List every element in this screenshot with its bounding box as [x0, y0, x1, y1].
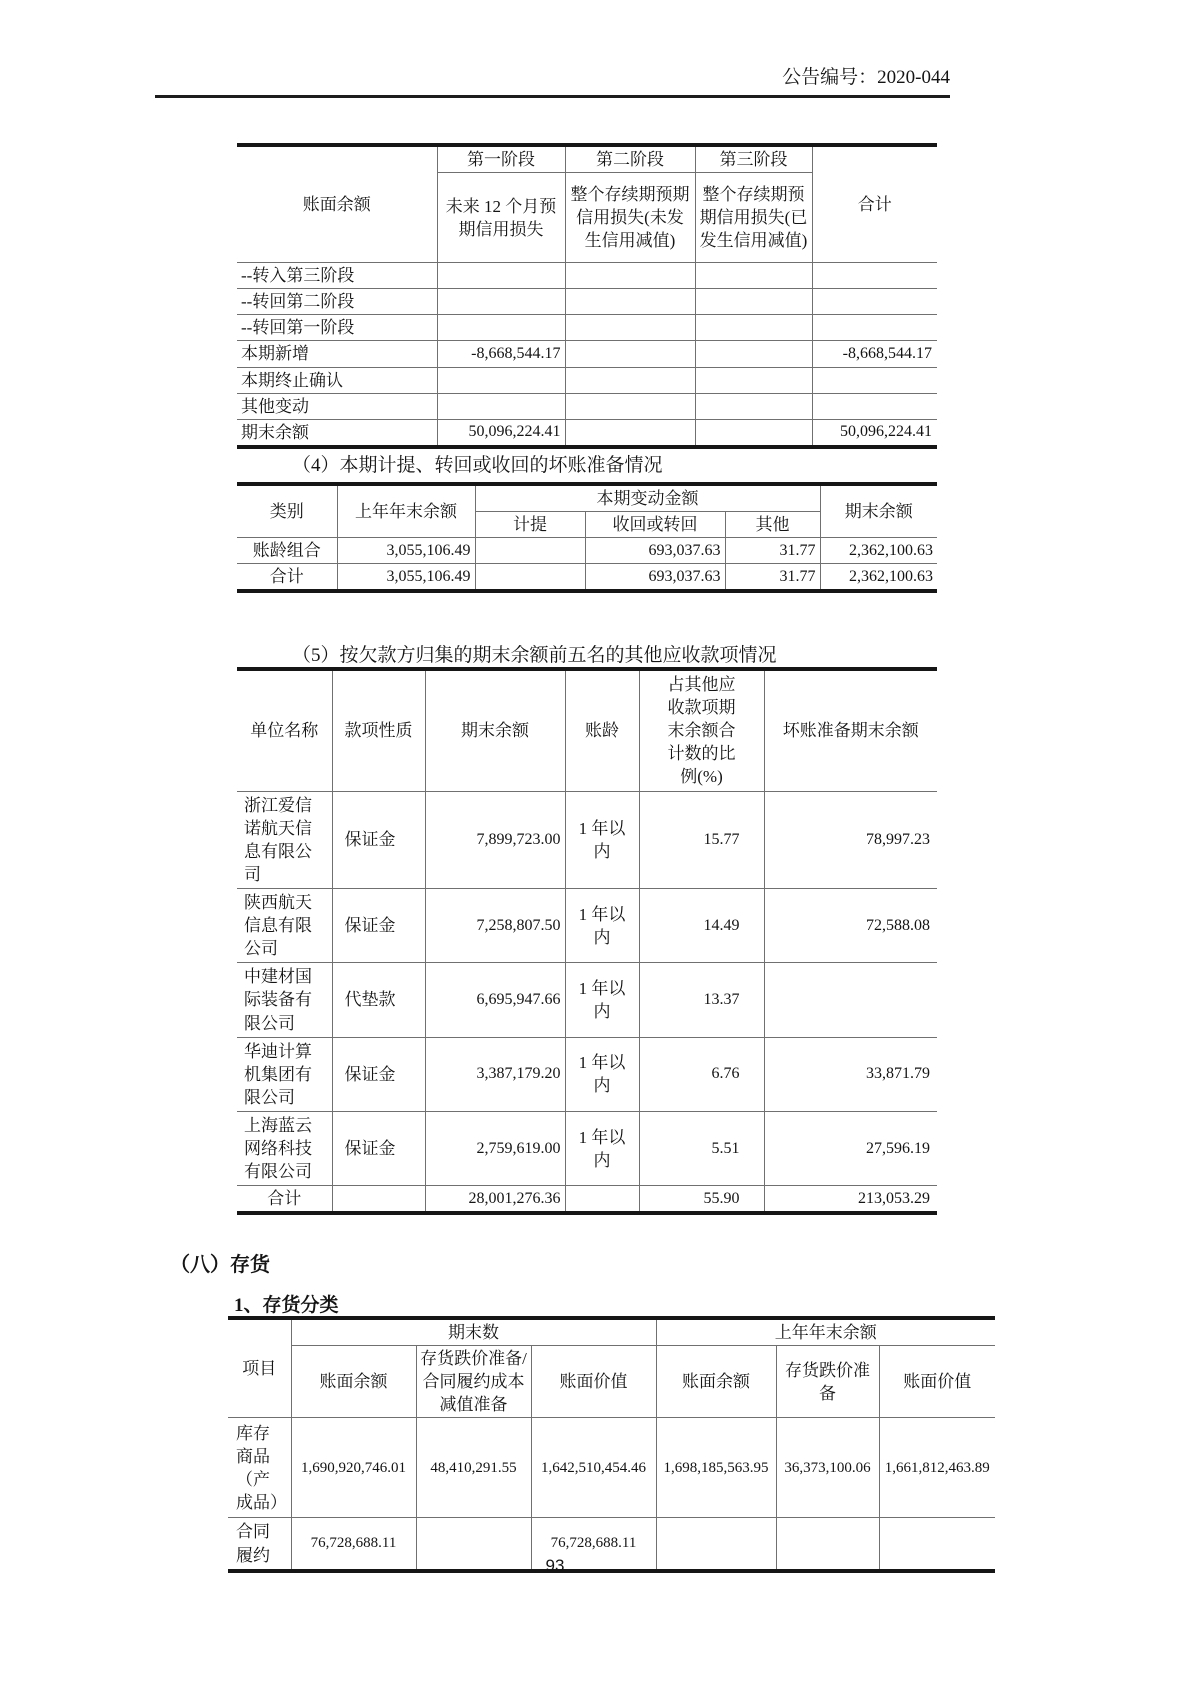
table-row	[228, 1346, 995, 1418]
text-cell	[565, 1186, 639, 1214]
row-label-cell: --转入第三阶段	[237, 263, 437, 289]
row-label-cell: 期末余额	[237, 419, 437, 447]
amount-cell: 1,661,812,463.89	[879, 1418, 995, 1518]
header-cell: 整个存续期预期信用损失(已发生信用减值)	[695, 173, 812, 263]
section5-title: （5）按欠款方归集的期末余额前五名的其他应收款项情况	[292, 645, 777, 666]
header-cell: 第二阶段	[565, 145, 695, 173]
table-row	[237, 963, 937, 1037]
header-cell: 款项性质	[332, 669, 425, 791]
header-cell: 整个存续期预期信用损失(未发生信用减值)	[565, 173, 695, 263]
amount-cell: 50,096,224.41	[812, 419, 937, 447]
header-cell: 账龄	[565, 669, 639, 791]
table-row	[237, 341, 937, 367]
top-five-receivables-table	[237, 667, 937, 1215]
text-cell: 保证金	[332, 1037, 425, 1111]
header-cell: 坏账准备期末余额	[764, 669, 937, 791]
header-cell: 第三阶段	[695, 145, 812, 173]
table-row	[237, 1037, 937, 1111]
company-cell: 中建材国际装备有限公司	[237, 963, 332, 1037]
row-label-cell: --转回第一阶段	[237, 315, 437, 341]
text-cell: 保证金	[332, 791, 425, 888]
header-cell: 其他	[725, 512, 820, 538]
amount-cell	[565, 367, 695, 393]
table-row	[237, 1111, 937, 1185]
amount-cell	[695, 419, 812, 447]
amount-cell: 14.49	[639, 888, 764, 962]
header-cell: 类别	[237, 484, 337, 538]
amount-cell: 213,053.29	[764, 1186, 937, 1214]
amount-cell	[695, 263, 812, 289]
amount-cell: 48,410,291.55	[416, 1418, 531, 1518]
row-label-cell: 本期终止确认	[237, 367, 437, 393]
amount-cell: 50,096,224.41	[437, 419, 565, 447]
header-cell: 计提	[475, 512, 585, 538]
header-cell: 账面余额	[237, 145, 437, 263]
section8-title: （八）存货	[170, 1254, 270, 1276]
row-label-cell: 合计	[237, 1186, 332, 1214]
amount-cell	[565, 419, 695, 447]
amount-cell	[437, 367, 565, 393]
amount-cell: 6,695,947.66	[425, 963, 565, 1037]
amount-cell: 27,596.19	[764, 1111, 937, 1185]
amount-cell: 2,759,619.00	[425, 1111, 565, 1185]
amount-cell: 31.77	[725, 564, 820, 592]
row-label-cell: 账龄组合	[237, 538, 337, 564]
amount-cell	[475, 538, 585, 564]
amount-cell: 1,690,920,746.01	[291, 1418, 416, 1518]
amount-cell: 693,037.63	[585, 564, 725, 592]
row-label-cell: 合计	[237, 564, 337, 592]
amount-cell	[812, 263, 937, 289]
header-cell: 账面价值	[531, 1346, 656, 1418]
amount-cell	[565, 289, 695, 315]
amount-cell: 3,387,179.20	[425, 1037, 565, 1111]
amount-cell: 36,373,100.06	[776, 1418, 879, 1518]
table-row	[237, 484, 937, 512]
amount-cell	[565, 315, 695, 341]
text-cell: 保证金	[332, 1111, 425, 1185]
company-cell: 浙江爱信诺航天信息有限公司	[237, 791, 332, 888]
amount-cell: 72,588.08	[764, 888, 937, 962]
table-row	[237, 367, 937, 393]
header-cell: 本期变动金额	[475, 484, 820, 512]
row-label-cell: 本期新增	[237, 341, 437, 367]
text-cell	[332, 1186, 425, 1214]
amount-cell	[695, 367, 812, 393]
header-cell: 占其他应收款项期末余额合计数的比例(%)	[639, 669, 764, 791]
text-cell: 1 年以内	[565, 888, 639, 962]
header-cell: 存货跌价准备	[776, 1346, 879, 1418]
amount-cell	[437, 393, 565, 419]
ecl-stage-table	[237, 143, 937, 449]
header-cell: 第一阶段	[437, 145, 565, 173]
row-label-cell: 其他变动	[237, 393, 437, 419]
header-rule	[155, 95, 950, 98]
row-label-cell: 库存商品（产成品）	[228, 1418, 291, 1518]
amount-cell	[437, 263, 565, 289]
text-cell: 代垫款	[332, 963, 425, 1037]
company-cell: 华迪计算机集团有限公司	[237, 1037, 332, 1111]
header-cell: 收回或转回	[585, 512, 725, 538]
company-cell: 上海蓝云网络科技有限公司	[237, 1111, 332, 1185]
inventory-table	[228, 1316, 995, 1573]
amount-cell: -8,668,544.17	[437, 341, 565, 367]
amount-cell: 28,001,276.36	[425, 1186, 565, 1214]
amount-cell	[695, 315, 812, 341]
bad-debt-provision-table	[237, 482, 937, 593]
amount-cell	[695, 393, 812, 419]
amount-cell: 13.37	[639, 963, 764, 1037]
header-cell: 账面余额	[656, 1346, 776, 1418]
amount-cell: -8,668,544.17	[812, 341, 937, 367]
table-row	[237, 419, 937, 447]
amount-cell: 7,258,807.50	[425, 888, 565, 962]
header-cell: 账面余额	[291, 1346, 416, 1418]
row-label-cell: --转回第二阶段	[237, 289, 437, 315]
text-cell: 1 年以内	[565, 791, 639, 888]
amount-cell: 78,997.23	[764, 791, 937, 888]
amount-cell	[437, 315, 565, 341]
amount-cell	[812, 315, 937, 341]
amount-cell	[565, 263, 695, 289]
company-cell: 陕西航天信息有限公司	[237, 888, 332, 962]
amount-cell	[695, 289, 812, 315]
table-row	[237, 888, 937, 962]
amount-cell: 693,037.63	[585, 538, 725, 564]
amount-cell: 2,362,100.63	[820, 564, 937, 592]
amount-cell	[764, 963, 937, 1037]
amount-cell: 5.51	[639, 1111, 764, 1185]
amount-cell	[695, 341, 812, 367]
text-cell: 1 年以内	[565, 1037, 639, 1111]
amount-cell: 33,871.79	[764, 1037, 937, 1111]
amount-cell: 15.77	[639, 791, 764, 888]
table-row	[237, 145, 937, 173]
amount-cell	[812, 289, 937, 315]
amount-cell: 76,728,688.11	[531, 1518, 656, 1571]
row-label-cell: 合同履约	[228, 1518, 291, 1571]
amount-cell	[565, 393, 695, 419]
amount-cell	[812, 393, 937, 419]
header-cell: 账面价值	[879, 1346, 995, 1418]
inventory-subtitle: 1、存货分类	[234, 1295, 339, 1316]
amount-cell: 3,055,106.49	[337, 538, 475, 564]
table-row	[237, 289, 937, 315]
amount-cell: 6.76	[639, 1037, 764, 1111]
amount-cell	[475, 564, 585, 592]
table-row	[237, 791, 937, 888]
table-row	[237, 263, 937, 289]
header-cell: 期末余额	[820, 484, 937, 538]
table-row	[237, 538, 937, 564]
text-cell: 1 年以内	[565, 963, 639, 1037]
header-cell: 项目	[228, 1318, 291, 1418]
header-cell: 存货跌价准备/合同履约成本减值准备	[416, 1346, 531, 1418]
amount-cell	[565, 341, 695, 367]
page-number: 93	[545, 1556, 565, 1575]
header-cell: 单位名称	[237, 669, 332, 791]
text-cell: 保证金	[332, 888, 425, 962]
amount-cell: 1,642,510,454.46	[531, 1418, 656, 1518]
table-row	[228, 1318, 995, 1346]
header-cell: 合计	[812, 145, 937, 263]
amount-cell: 1,698,185,563.95	[656, 1418, 776, 1518]
amount-cell: 7,899,723.00	[425, 791, 565, 888]
amount-cell: 31.77	[725, 538, 820, 564]
amount-cell	[812, 367, 937, 393]
table-row	[228, 1418, 995, 1518]
amount-cell: 76,728,688.11	[291, 1518, 416, 1571]
header-cell: 上年年末余额	[337, 484, 475, 538]
amount-cell: 3,055,106.49	[337, 564, 475, 592]
table-row	[237, 564, 937, 592]
section4-title: （4）本期计提、转回或收回的坏账准备情况	[292, 455, 663, 476]
amount-cell: 55.90	[639, 1186, 764, 1214]
table-row	[237, 669, 937, 791]
header-cell: 未来 12 个月预期信用损失	[437, 173, 565, 263]
header-cell: 期末余额	[425, 669, 565, 791]
header-cell: 期末数	[291, 1318, 656, 1346]
text-cell: 1 年以内	[565, 1111, 639, 1185]
header-cell: 上年年末余额	[656, 1318, 995, 1346]
amount-cell: 2,362,100.63	[820, 538, 937, 564]
amount-cell	[437, 289, 565, 315]
table-row	[237, 1186, 937, 1214]
table-row	[237, 315, 937, 341]
doc-number: 公告编号：2020-044	[782, 67, 950, 88]
table-row	[237, 393, 937, 419]
